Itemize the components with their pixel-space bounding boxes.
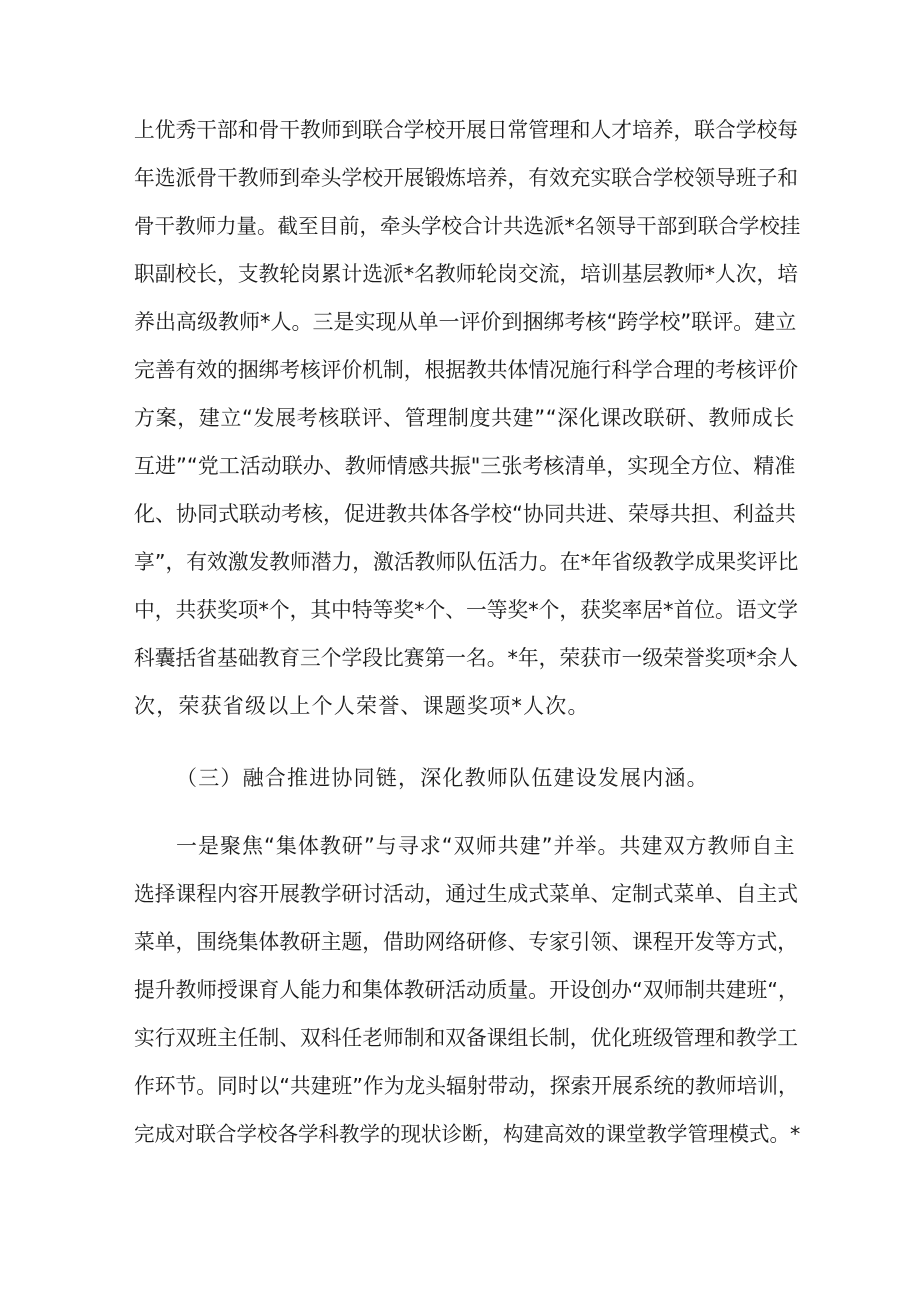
paragraph-line: 年选派骨干教师到牵头学校开展锻炼培养，有效充实联合学校领导班子和 — [134, 166, 799, 190]
paragraph-line: 提升教师授课育人能力和集体教研活动质量。开设创办“双师制共建班“， — [134, 978, 799, 1002]
paragraph-line: 职副校长，支教轮岗累计选派*名教师轮岗交流，培训基层教师*人次，培 — [134, 262, 799, 286]
section-heading: （三）融合推进协同链，深化教师队伍建设发展内涵。 — [176, 766, 709, 790]
paragraph-line: 享”，有效激发教师潜力，激活教师队伍活力。在*年省级教学成果奖评比 — [134, 550, 799, 574]
paragraph-line: 作环节。同时以“共建班”作为龙头辐射带动，探索开展系统的教师培训， — [134, 1074, 799, 1098]
paragraph-line: 方案，建立“发展考核联评、管理制度共建”“深化课改联研、教师成长 — [134, 406, 795, 430]
paragraph-line: 中，共获奖项*个，其中特等奖*个、一等奖*个，获奖率居*首位。语文学 — [134, 598, 799, 622]
paragraph-line: 上优秀干部和骨干教师到联合学校开展日常管理和人才培养，联合学校每 — [134, 118, 799, 142]
paragraph-line: 菜单，围绕集体教研主题，借助网络研修、专家引领、课程开发等方式， — [134, 930, 799, 954]
paragraph-line: 化、协同式联动考核，促进教共体各学校“协同共进、荣辱共担、利益共 — [134, 502, 796, 526]
paragraph-line: 完善有效的捆绑考核评价机制，根据教共体情况施行科学合理的考核评价 — [134, 358, 799, 382]
paragraph-line: 一是聚焦“集体教研”与寻求“双师共建”并举。共建双方教师自主 — [176, 834, 796, 858]
paragraph-line: 次，荣获省级以上个人荣誉、课题奖项*人次。 — [134, 694, 590, 718]
paragraph-line: 完成对联合学校各学科教学的现状诊断，构建高效的课堂教学管理模式。* — [134, 1122, 801, 1146]
paragraph-line: 科囊括省基础教育三个学段比赛第一名。*年，荣获市一级荣誉奖项*余人 — [134, 646, 799, 670]
paragraph-line: 互进”“党工活动联办、教师情感共振"三张考核清单，实现全方位、精准 — [134, 454, 796, 478]
paragraph-line: 实行双班主任制、双科任老师制和双备课组长制，优化班级管理和教学工 — [134, 1026, 799, 1050]
paragraph-line: 养出高级教师*人。三是实现从单一评价到捆绑考核“跨学校”联评。建立 — [134, 310, 797, 334]
paragraph-line: 骨干教师力量。截至目前，牵头学校合计共选派*名领导干部到联合学校挂 — [134, 214, 801, 238]
paragraph-line: 选择课程内容开展教学研讨活动，通过生成式菜单、定制式菜单、自主式 — [134, 882, 799, 906]
